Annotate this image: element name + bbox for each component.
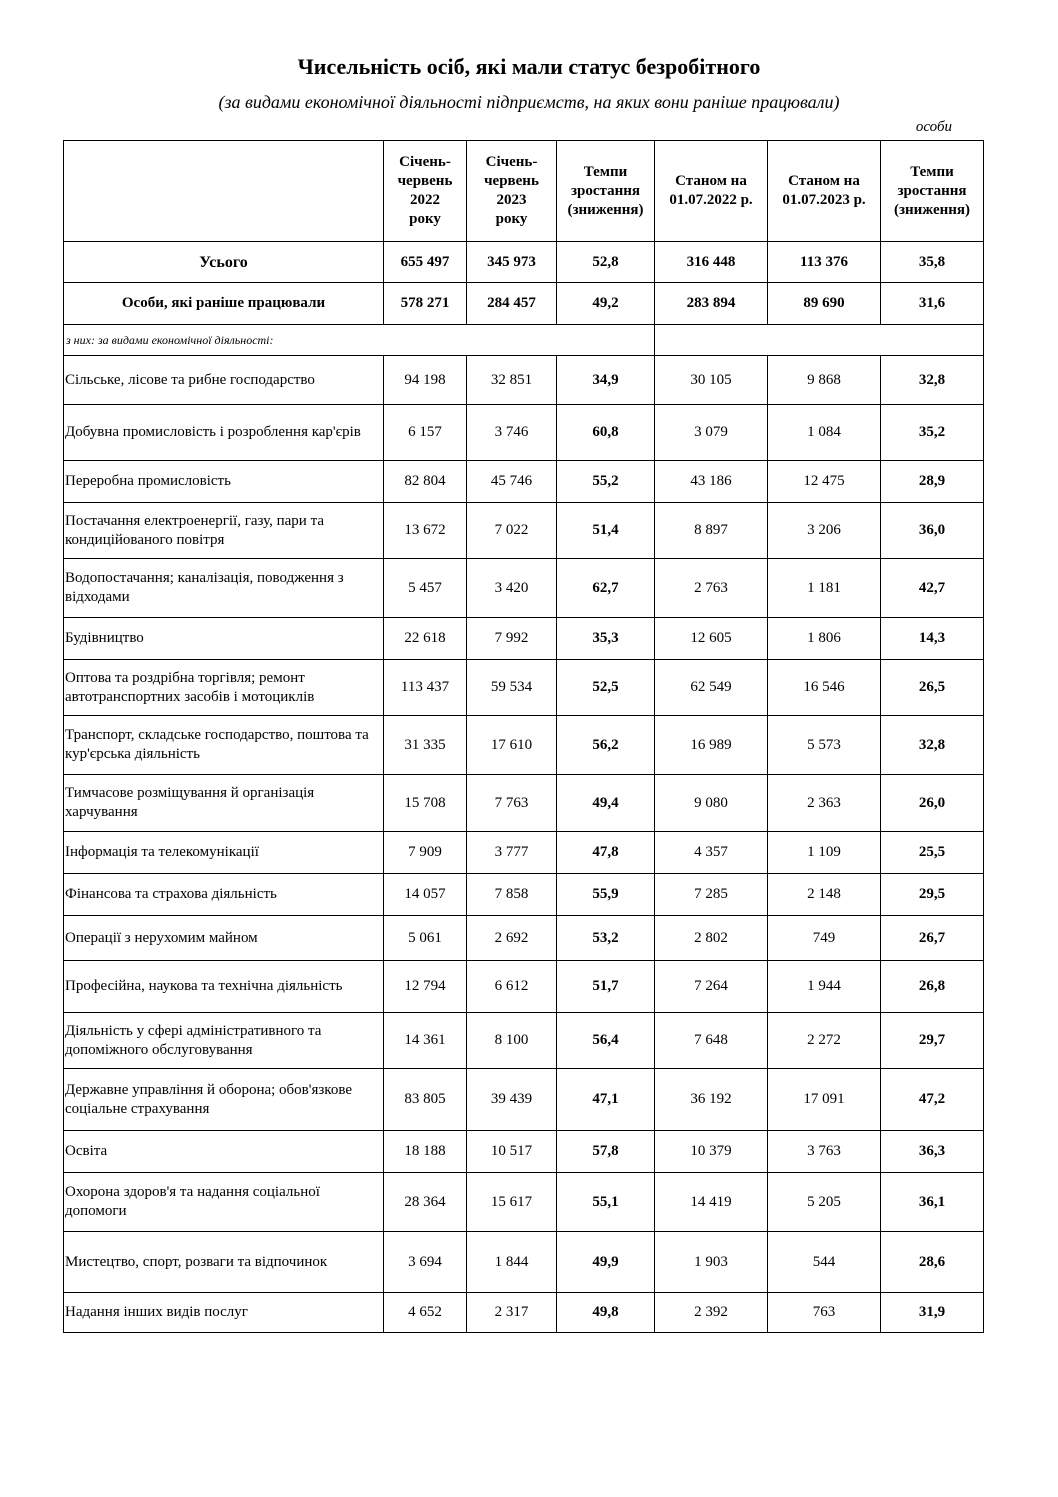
count-value: 113 437 [384, 660, 467, 716]
count-value: 2 392 [655, 1293, 768, 1333]
rate-value: 26,8 [881, 961, 984, 1013]
activity-label: Переробна промисловість [64, 461, 384, 503]
count-value: 94 198 [384, 356, 467, 405]
section-label: з них: за видами економічної діяльності: [64, 325, 655, 356]
activity-label: Транспорт, складське господарство, поштова та кур'єрська діяльність [64, 716, 384, 775]
employed-value: 31,6 [881, 283, 984, 325]
activity-label: Тимчасове розміщування й організація харчування [64, 775, 384, 832]
table-row [64, 1069, 984, 1131]
count-value: 14 361 [384, 1013, 467, 1069]
column-header-line: 01.07.2023 р. [782, 192, 866, 208]
count-value: 1 806 [768, 618, 881, 660]
count-value: 7 763 [467, 775, 557, 832]
section-empty-cell [655, 325, 984, 356]
table-row [64, 461, 984, 503]
activity-label: Будівництво [64, 618, 384, 660]
count-value: 7 909 [384, 832, 467, 874]
count-value: 8 897 [655, 503, 768, 559]
count-value: 10 517 [467, 1131, 557, 1173]
count-value: 16 989 [655, 716, 768, 775]
column-header [655, 141, 768, 242]
total-value: 316 448 [655, 242, 768, 283]
count-value: 1 903 [655, 1232, 768, 1293]
column-header-line: 2022 [410, 192, 440, 208]
column-header [384, 141, 467, 242]
rate-value: 49,8 [557, 1293, 655, 1333]
table-row [64, 874, 984, 916]
table-row [64, 832, 984, 874]
column-header-line: Станом на [675, 173, 747, 189]
employed-value: 284 457 [467, 283, 557, 325]
rate-value: 34,9 [557, 356, 655, 405]
rate-value: 29,7 [881, 1013, 984, 1069]
count-value: 1 084 [768, 405, 881, 461]
unit-label: особи [915, 119, 952, 135]
employed-value: 578 271 [384, 283, 467, 325]
activity-label: Охорона здоров'я та надання соціальної допомоги [64, 1173, 384, 1232]
count-value: 9 080 [655, 775, 768, 832]
count-value: 7 648 [655, 1013, 768, 1069]
column-header-line: року [409, 211, 441, 227]
rate-value: 55,9 [557, 874, 655, 916]
rate-value: 26,5 [881, 660, 984, 716]
count-value: 2 272 [768, 1013, 881, 1069]
count-value: 2 802 [655, 916, 768, 961]
column-header [557, 141, 655, 242]
rate-value: 56,2 [557, 716, 655, 775]
table-row [64, 1232, 984, 1293]
activity-label: Оптова та роздрібна торгівля; ремонт автотранспортних засобів і мотоциклів [64, 660, 384, 716]
activity-label: Освіта [64, 1131, 384, 1173]
rate-value: 56,4 [557, 1013, 655, 1069]
activity-label: Діяльність у сфері адміністративного та допоміжного обслуговування [64, 1013, 384, 1069]
employed-value: 89 690 [768, 283, 881, 325]
activity-label: Фінансова та страхова діяльність [64, 874, 384, 916]
rate-value: 51,7 [557, 961, 655, 1013]
table-row [64, 356, 984, 405]
activity-label: Надання інших видів послуг [64, 1293, 384, 1333]
count-value: 31 335 [384, 716, 467, 775]
table-row [64, 716, 984, 775]
column-header-line: (зниження) [567, 201, 644, 218]
count-value: 1 181 [768, 559, 881, 618]
count-value: 4 652 [384, 1293, 467, 1333]
count-value: 30 105 [655, 356, 768, 405]
table-row [64, 1013, 984, 1069]
table-row [64, 916, 984, 961]
rate-value: 28,9 [881, 461, 984, 503]
table-row [64, 559, 984, 618]
total-value: 52,8 [557, 242, 655, 283]
page-subtitle: (за видами економічної діяльності підприємств, на яких вони раніше працювали) [218, 92, 840, 112]
table-row [64, 503, 984, 559]
total-value: 35,8 [881, 242, 984, 283]
rate-value: 51,4 [557, 503, 655, 559]
table-row [64, 961, 984, 1013]
count-value: 13 672 [384, 503, 467, 559]
count-value: 3 777 [467, 832, 557, 874]
column-header-line: червень [484, 173, 539, 189]
rate-value: 35,3 [557, 618, 655, 660]
count-value: 7 992 [467, 618, 557, 660]
column-header [881, 141, 984, 242]
count-value: 15 708 [384, 775, 467, 832]
count-value: 5 205 [768, 1173, 881, 1232]
count-value: 5 457 [384, 559, 467, 618]
rate-value: 47,1 [557, 1069, 655, 1131]
count-value: 28 364 [384, 1173, 467, 1232]
table-row [64, 1131, 984, 1173]
employed-label: Особи, які раніше працювали [64, 283, 384, 325]
column-header-line: зростання [897, 182, 967, 199]
rate-value: 32,8 [881, 716, 984, 775]
count-value: 45 746 [467, 461, 557, 503]
rate-value: 57,8 [557, 1131, 655, 1173]
column-header-line: року [495, 211, 528, 227]
count-value: 6 612 [467, 961, 557, 1013]
rate-value: 25,5 [881, 832, 984, 874]
rate-value: 53,2 [557, 916, 655, 961]
rate-value: 55,2 [557, 461, 655, 503]
column-header-line: Темпи [910, 163, 954, 180]
rate-value: 62,7 [557, 559, 655, 618]
count-value: 3 746 [467, 405, 557, 461]
count-value: 14 057 [384, 874, 467, 916]
count-value: 2 363 [768, 775, 881, 832]
count-value: 14 419 [655, 1173, 768, 1232]
employed-value: 283 894 [655, 283, 768, 325]
activity-label: Постачання електроенергії, газу, пари та кондиційованого повітря [64, 503, 384, 559]
rate-value: 35,2 [881, 405, 984, 461]
rate-value: 55,1 [557, 1173, 655, 1232]
count-value: 2 148 [768, 874, 881, 916]
count-value: 1 109 [768, 832, 881, 874]
employed-row [64, 283, 984, 325]
rate-value: 47,8 [557, 832, 655, 874]
activity-label: Водопостачання; каналізація, поводження з відходами [64, 559, 384, 618]
rate-value: 14,3 [881, 618, 984, 660]
count-value: 7 264 [655, 961, 768, 1013]
count-value: 4 357 [655, 832, 768, 874]
count-value: 3 694 [384, 1232, 467, 1293]
rate-value: 60,8 [557, 405, 655, 461]
column-header-line: Січень- [399, 154, 451, 170]
table-row [64, 1293, 984, 1333]
count-value: 15 617 [467, 1173, 557, 1232]
count-value: 12 475 [768, 461, 881, 503]
count-value: 12 794 [384, 961, 467, 1013]
column-header [467, 141, 557, 242]
activity-label: Операції з нерухомим майном [64, 916, 384, 961]
column-header-line: 2023 [496, 192, 527, 208]
count-value: 6 157 [384, 405, 467, 461]
count-value: 3 206 [768, 503, 881, 559]
unemployment-table [63, 140, 984, 1333]
count-value: 22 618 [384, 618, 467, 660]
total-value: 655 497 [384, 242, 467, 283]
rate-value: 49,9 [557, 1232, 655, 1293]
count-value: 9 868 [768, 356, 881, 405]
column-header [768, 141, 881, 242]
activity-label: Інформація та телекомунікації [64, 832, 384, 874]
count-value: 43 186 [655, 461, 768, 503]
count-value: 82 804 [384, 461, 467, 503]
activity-label: Добувна промисловість і розроблення кар'єрів [64, 405, 384, 461]
count-value: 2 317 [467, 1293, 557, 1333]
count-value: 16 546 [768, 660, 881, 716]
count-value: 749 [768, 916, 881, 961]
count-value: 3 420 [467, 559, 557, 618]
column-header-line: Темпи [583, 163, 628, 180]
count-value: 3 763 [768, 1131, 881, 1173]
count-value: 5 061 [384, 916, 467, 961]
rate-value: 36,3 [881, 1131, 984, 1173]
count-value: 32 851 [467, 356, 557, 405]
column-header-line: (зниження) [893, 201, 971, 218]
rate-value: 28,6 [881, 1232, 984, 1293]
count-value: 1 944 [768, 961, 881, 1013]
column-header-line: зростання [571, 182, 640, 199]
count-value: 7 022 [467, 503, 557, 559]
rate-value: 36,1 [881, 1173, 984, 1232]
table-row [64, 660, 984, 716]
column-header-line: червень [397, 173, 453, 189]
rate-value: 26,0 [881, 775, 984, 832]
table-row [64, 1173, 984, 1232]
count-value: 763 [768, 1293, 881, 1333]
employed-value: 49,2 [557, 283, 655, 325]
count-value: 3 079 [655, 405, 768, 461]
total-value: 113 376 [768, 242, 881, 283]
count-value: 18 188 [384, 1131, 467, 1173]
header-corner [64, 141, 384, 242]
column-header-line: Січень- [485, 154, 538, 170]
total-row [64, 242, 984, 283]
count-value: 17 610 [467, 716, 557, 775]
count-value: 7 285 [655, 874, 768, 916]
section-row [64, 325, 984, 356]
table-row [64, 775, 984, 832]
activity-label: Професійна, наукова та технічна діяльність [64, 961, 384, 1013]
activity-label: Сільське, лісове та рибне господарство [64, 356, 384, 405]
count-value: 36 192 [655, 1069, 768, 1131]
count-value: 62 549 [655, 660, 768, 716]
rate-value: 32,8 [881, 356, 984, 405]
rate-value: 47,2 [881, 1069, 984, 1131]
count-value: 2 692 [467, 916, 557, 961]
rate-value: 29,5 [881, 874, 984, 916]
table-row [64, 405, 984, 461]
count-value: 59 534 [467, 660, 557, 716]
table-header-row [64, 141, 984, 242]
activity-label: Мистецтво, спорт, розваги та відпочинок [64, 1232, 384, 1293]
count-value: 8 100 [467, 1013, 557, 1069]
count-value: 12 605 [655, 618, 768, 660]
table-row [64, 618, 984, 660]
rate-value: 52,5 [557, 660, 655, 716]
column-header-line: Станом на [788, 173, 860, 189]
rate-value: 31,9 [881, 1293, 984, 1333]
column-header-line: 01.07.2022 р. [669, 192, 753, 208]
count-value: 39 439 [467, 1069, 557, 1131]
total-value: 345 973 [467, 242, 557, 283]
count-value: 5 573 [768, 716, 881, 775]
count-value: 544 [768, 1232, 881, 1293]
rate-value: 42,7 [881, 559, 984, 618]
page-title: Чисельність осіб, які мали статус безробітного [297, 54, 761, 79]
rate-value: 26,7 [881, 916, 984, 961]
rate-value: 36,0 [881, 503, 984, 559]
count-value: 17 091 [768, 1069, 881, 1131]
count-value: 1 844 [467, 1232, 557, 1293]
count-value: 10 379 [655, 1131, 768, 1173]
activity-label: Державне управління й оборона; обов'язкове соціальне страхування [64, 1069, 384, 1131]
count-value: 7 858 [467, 874, 557, 916]
total-label: Усього [64, 242, 384, 283]
count-value: 2 763 [655, 559, 768, 618]
rate-value: 49,4 [557, 775, 655, 832]
count-value: 83 805 [384, 1069, 467, 1131]
